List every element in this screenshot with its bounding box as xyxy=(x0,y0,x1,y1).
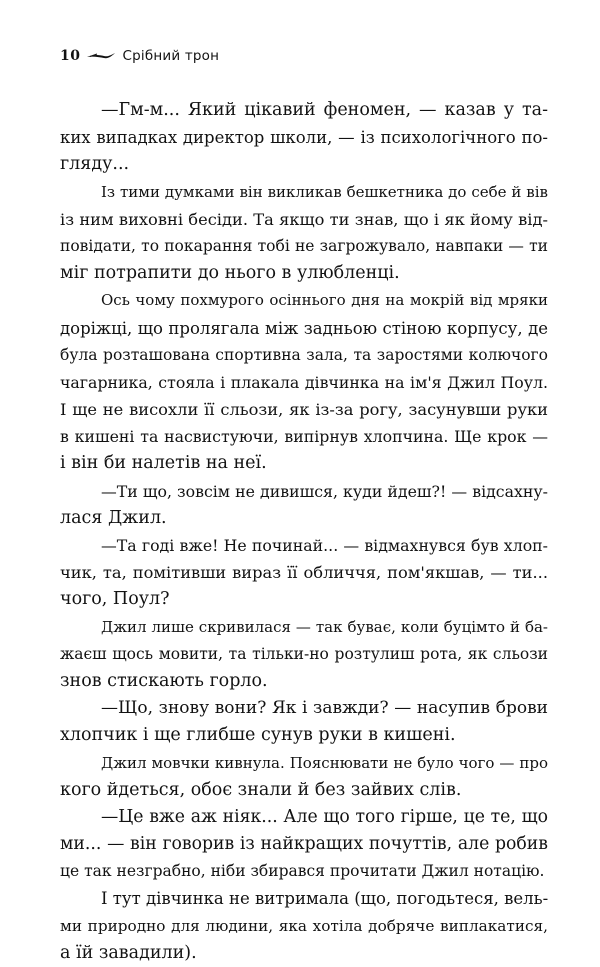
text-line: чик, та, помітивши вираз її обличчя, пом'якшав, — ти... xyxy=(60,563,548,583)
text-line: із ним виховні бесіди. Та якщо ти знав, що і як йому від- xyxy=(60,209,548,229)
text-line: кого йдеться, обоє знали й без зайвих слів. xyxy=(60,779,462,800)
text-line: гляду... xyxy=(60,154,130,175)
text-line: чагарника, стояла і плакала дівчинка на ім'я Джил Поул. xyxy=(60,372,548,392)
text-line: а їй завадили). xyxy=(60,942,197,963)
text-line: —Та годі вже! Не починай... — відмахнувся був хлоп- xyxy=(101,536,548,555)
text-line: —Ти що, зовсім не дивишся, куди йдеш?! — відсахну- xyxy=(101,481,548,501)
text-line: Джил лише скривилася — так буває, коли буцімто й ба- xyxy=(101,617,548,636)
text-line: жаєш щось мовити, та тільки-но розтулиш рота, як сльози xyxy=(60,644,548,663)
text-line: міг потрапити до нього в улюбленці. xyxy=(60,263,400,284)
swoosh-ornament-icon xyxy=(86,50,116,62)
text-line: ких випадках директор школи, — із психологічного по- xyxy=(60,128,548,148)
text-line: —Що, знову вони? Як і завжди? — насупив брови xyxy=(101,698,548,719)
page-number: 10 xyxy=(60,48,81,64)
book-title: Срібний трон xyxy=(122,48,220,64)
text-line: Ось чому похмурого осіннього дня на мокрій від мряки xyxy=(101,291,548,310)
text-line: І ще не висохли її сльози, як із-за рогу, засунувши руки xyxy=(60,400,548,420)
text-line: ми... — він говорив із найкращих почуттів, але робив xyxy=(60,834,548,855)
text-line: в кишені та насвистуючи, випірнув хлопчина. Ще крок — xyxy=(60,427,548,447)
text-line: лася Джил. xyxy=(60,507,167,528)
text-line: І тут дівчинка не витримала (що, погодьтеся, вель- xyxy=(101,889,548,909)
text-line: знов стискають горло. xyxy=(60,670,268,691)
text-line: і він би налетів на неї. xyxy=(60,453,267,474)
running-head xyxy=(60,46,219,66)
text-line: хлопчик і ще глибше сунув руки в кишені. xyxy=(60,725,456,746)
text-body xyxy=(60,97,548,967)
text-line: ми природно для людини, яка хотіла добряче виплакатися, xyxy=(60,916,548,935)
text-line: Із тими думками він викликав бешкетника до себе й вів xyxy=(101,182,548,201)
text-line: була розташована спортивна зала, та заростями колючого xyxy=(60,345,548,364)
text-line: доріжці, що пролягала між задньою стіною корпусу, де xyxy=(60,318,548,338)
text-line: —Гм-м... Який цікавий феномен, — казав у та- xyxy=(101,100,548,120)
text-line: це так незграбно, ніби збирався прочитати Джил нотацію. xyxy=(60,862,545,881)
text-line: повідати, то покарання тобі не загрожувало, навпаки — ти xyxy=(60,236,548,255)
text-line: Джил мовчки кивнула. Пояснювати не було чого — про xyxy=(101,753,548,772)
text-line: —Це вже аж ніяк... Але що того гірше, це те, що xyxy=(101,806,548,827)
text-line: чого, Поул? xyxy=(60,589,170,610)
